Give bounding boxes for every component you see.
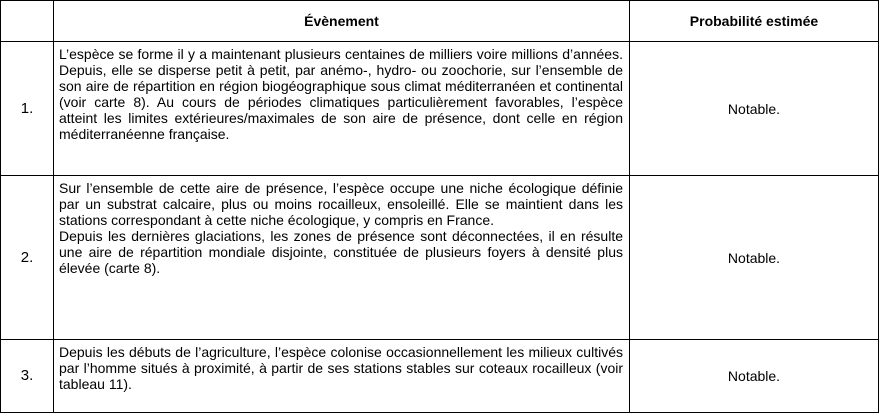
event-paragraph: Sur l’ensemble de cette aire de présence, l’espèce occupe une niche écologique définie par un substrat calcaire, plus ou moins rocailleux, ensoleillé. Elle se maintient dans les stations correspondant à cette niche écologique, y compris en France. xyxy=(59,180,623,228)
table-row xyxy=(1,176,879,340)
row-probability: Notable. xyxy=(630,340,879,413)
header-probability: Probabilité estimée xyxy=(630,1,879,42)
row-event xyxy=(54,340,630,413)
table-row xyxy=(1,340,879,413)
event-paragraph: L’espèce se forme il y a maintenant plusieurs centaines de milliers voire millions d’années. Depuis, elle se disperse petit à petit, par anémo-, hydro- ou zoochorie, sur l’ensemble de son aire de répartition en région biogéographique sous climat méditerranéen et continental (voir carte 8). Au cours de périodes climatiques particulièrement favorables, l’espèce atteint les limites extérieures/maximales de son aire de présence, dont celle en région méditerranéenne française. xyxy=(59,46,623,142)
row-number: 1. xyxy=(1,42,54,176)
event-paragraph: Depuis les débuts de l’agriculture, l’espèce colonise occasionnellement les milieux cultivés par l’homme situés à proximité, à partir de ses stations stables sur coteaux rocailleux (voir tableau 11). xyxy=(59,344,623,392)
table-row xyxy=(1,42,879,176)
row-number: 2. xyxy=(1,176,54,340)
row-probability: Notable. xyxy=(630,42,879,176)
header-number xyxy=(1,1,54,42)
event-paragraph: Depuis les dernières glaciations, les zones de présence sont déconnectées, il en résulte une aire de répartition mondiale disjointe, constituée de plusieurs foyers à densité plus élevée (carte 8). xyxy=(59,228,623,276)
row-event xyxy=(54,176,630,340)
row-probability: Notable. xyxy=(630,176,879,340)
header-row xyxy=(1,1,879,42)
row-event xyxy=(54,42,630,176)
row-number: 3. xyxy=(1,340,54,413)
header-event: Évènement xyxy=(54,1,630,42)
